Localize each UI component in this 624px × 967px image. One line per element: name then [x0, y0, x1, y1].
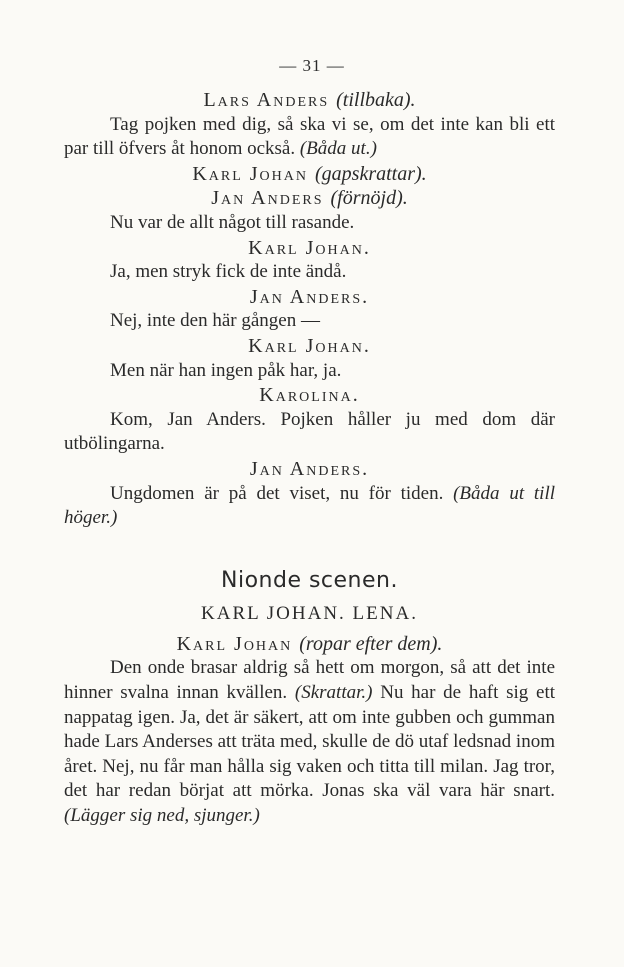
stage-direction: (Båda ut.): [299, 138, 377, 160]
dialogue-line: Ja, men stryk fick de inte ändå.: [110, 261, 347, 283]
stage-direction: (förnöjd).: [330, 187, 408, 210]
speaker-karl-johan: Karl Johan.: [248, 334, 371, 357]
dialogue-line: Nej, inte den här gången —: [110, 310, 320, 332]
speaker-jan-anders: Jan Anders (förnöjd).: [211, 187, 408, 210]
stage-direction: (tillbaka).: [336, 89, 416, 111]
dialogue-line: Tag pojken med dig, så ska vi se, om det inte kan bli ett par till öfvers åt honom också. (Båda ut.): [64, 113, 555, 160]
speaker-karolina: Karolina.: [259, 384, 360, 407]
monologue: Den onde brasar aldrig så hett om morgon, så att det inte hinner svalna innan kvällen. (Skrattar.) Nu har de haft sig ett nappatag igen. Ja, det är säkert, att om inte gubben och gumman hade Lars Anderses att träta med, skulle de dö utaf ledsnad inom året. Nej, nu får man hålla sig vaken och titta till milan. Jag tror, det har redan börjat att mörka. Jonas ska väl vara här snart. (Lägger sig ned, sjunger.): [64, 657, 555, 827]
stage-direction: (Skrattar.): [294, 682, 373, 704]
speaker-lars-anders: Lars Anders (tillbaka).: [203, 89, 416, 111]
speaker-karl-johan: Karl Johan (ropar efter dem).: [176, 632, 443, 655]
speaker-jan-anders: Jan Anders.: [249, 457, 370, 480]
stage-direction: (Båda ut till höger.): [64, 482, 555, 529]
stage-direction: (ropar efter dem).: [299, 632, 443, 655]
dialogue-line: Ungdomen är på det viset, nu för tiden. (Båda ut till höger.): [64, 482, 555, 529]
dialogue-line: Men när han ingen påk har, ja.: [110, 359, 342, 381]
dialogue-line: Kom, Jan Anders. Pojken håller ju med dom där utbölingarna.: [64, 408, 555, 455]
speaker-jan-anders: Jan Anders.: [249, 285, 370, 308]
page-text: [64, 88, 555, 829]
speaker-karl-johan: Karl Johan.: [248, 236, 371, 259]
scene-title: Nionde scenen.: [221, 567, 398, 593]
speaker-karl-johan: Karl Johan (gapskrattar).: [192, 162, 427, 185]
stage-direction: (gapskrattar).: [315, 162, 427, 185]
stage-direction: (Lägger sig ned, sjunger.): [64, 805, 260, 827]
scene-cast: KARL JOHAN. LENA.: [201, 603, 418, 625]
dialogue-line: Nu var de allt något till rasande.: [110, 211, 355, 233]
page-number: — 31 —: [279, 56, 345, 75]
